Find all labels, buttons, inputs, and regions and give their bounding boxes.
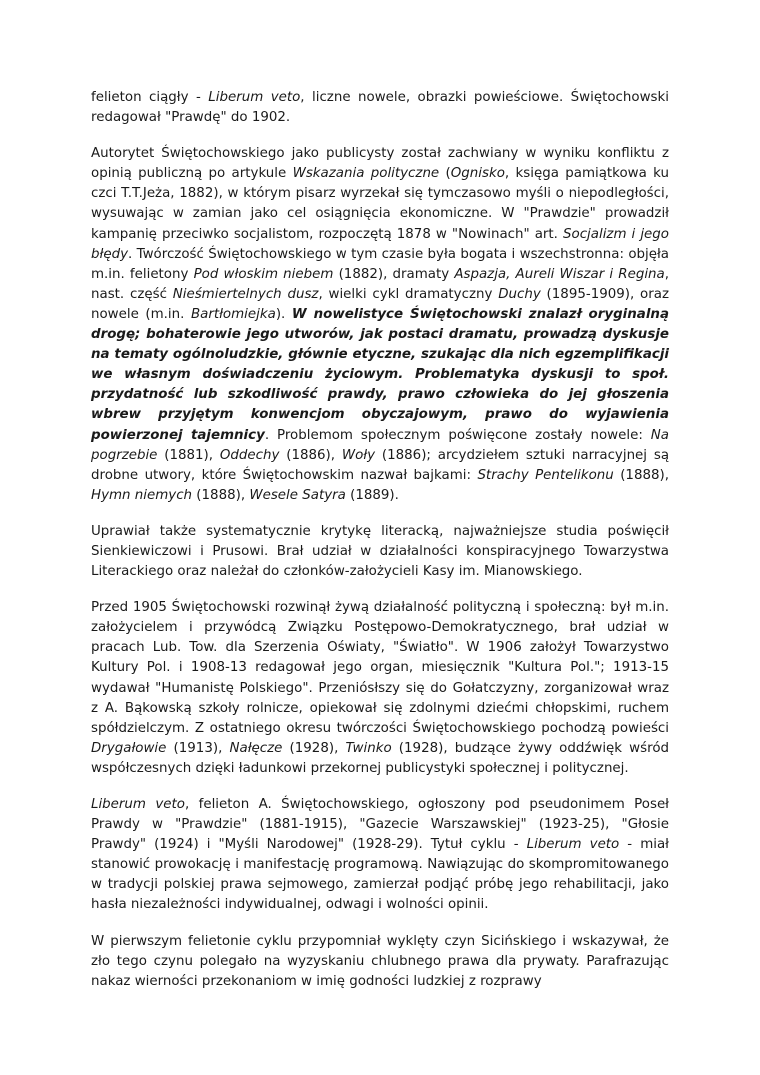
paragraph-5 [91,795,669,916]
italic-run: Pod włoskim niebem [193,266,334,282]
text-run: , księga pamiątkowa ku czci T.T.Jeża, 1882), w którym pisarz wyrzekał się tymczasowo myśli o niepodległości, wysuwając w zamian jako cel osiągnięcia ekonomiczne. W "Prawdzie" prowadził kampanię przeciwko socjalistom, rozpoczętą 1878 w "Nowinach" art. [91,166,669,242]
text-run: ( [439,166,451,182]
text-run: Przed 1905 Świętochowski rozwinął żywą działalność polityczną i społeczną: był m.in. założycielem i przywódcą Związku Postępowo-Demokratycznego, brał udział w pracach Lub. Tow. dla Szerzenia Oświaty, "Światło". W 1906 założył Towarzystwo Kultury Pol. i 1908-13 redagował jego organ, miesięcznik "Kultura Pol."; 1913-15 wydawał "Humanistę Polskiego". Przeniósłszy się do Gołatczyzny, zorganizował wraz z A. Bąkowską szkoły rolnicze, opiekował się zdolnymi dziećmi chłopskimi, ruchem spółdzielczym. Z ostatniego okresu twórczości Świętochowskiego pochodzą powieści [91,600,669,736]
italic-run: Hymn niemych [91,487,193,503]
italic-run: Wskazania polityczne [292,166,440,182]
italic-run: Socjalizm i jego błędy [91,226,669,262]
paragraph-2 [91,144,669,506]
text-run: W pierwszym felietonie cyklu przypomniał wyklęty czyn Sicińskiego i wskazywał, że zło tego czynu polegało na wyzyskaniu chlubnego prawa dla prywaty. Parafrazując nakaz wierności przekonaniom w imię godności ludzkiej z rozprawy [91,933,669,989]
paragraph-4 [91,598,669,779]
body-text [91,88,669,1008]
paragraph-6 [91,932,669,992]
italic-run: Drygałowie [91,740,167,756]
italic-run: Bartłomiejka [190,306,276,322]
italic-run: Twinko [345,740,392,756]
text-run: (1889). [345,487,399,503]
text-run: - miał stanowić prowokację i manifestację programową. Nawiązując do skompromitowanego w tradycji polskiej prawa sejmowego, zamierzał podjąć próbę jego rehabilitacji, jako hasła niezależności indywidualnej, odwagi i wolności opinii. [91,837,669,913]
text-run: (1888), [192,487,250,503]
text-run: (1881), [157,447,220,463]
text-run: (1913), [166,740,230,756]
text-run: felieton ciągły - [91,90,209,105]
italic-run: Ognisko [450,166,505,182]
text-run: (1928), budzące żywy oddźwięk wśród współczesnych dzięki ładunkowi przekornej publicystyki społecznej i politycznej. [91,740,670,776]
text-run: Autorytet Świętochowskiego jako publicysty został zachwiany w wyniku konfliktu z opinią publiczną po artykule [91,146,669,182]
text-run: . Twórczość Świętochowskiego w tym czasie była bogata i wszechstronna: objęła m.in. felietony [91,246,669,282]
text-run: , wielki cykl dramatyczny [318,286,499,302]
text-run: (1886), [279,447,342,463]
italic-run: Oddechy [219,447,280,463]
text-run: (1928), [282,740,346,756]
text-run: (1895-1909), oraz nowele (m.in. [91,286,669,322]
text-run: , liczne nowele, obrazki powieściowe. Świętochowski redagował "Prawdę" do 1902. [91,90,669,126]
italic-run: Na pogrzebie [91,427,669,463]
italic-run: Aspazja, Aureli Wiszar i Regina [454,266,665,282]
italic-run: Liberum veto [526,837,620,853]
text-run: , nast. część [91,266,669,302]
paragraph-1 [91,88,669,128]
italic-run: Liberum veto [208,90,301,105]
italic-run: Strachy Pentelikonu [477,467,614,483]
text-run: , felieton A. Świętochowskiego, ogłoszony pod pseudonimem Poseł Prawdy w "Prawdzie" (1881-1915), "Gazecie Warszawskiej" (1923-25), "Głosie Prawdy" (1924) i "Myśli Narodowej" (1928-29). Tytuł cyklu - [91,797,669,853]
paragraph-3 [91,522,669,582]
text-run: Uprawiał także systematycznie krytykę literacką, najważniejsze studia poświęcił Sienkiewiczowi i Prusowi. Brał udział w działalności konspiracyjnego Towarzystwa Literackiego oraz należał do członków-założycieli Kasy im. Mianowskiego. [91,523,669,580]
text-run: . Problemom społecznym poświęcone zostały nowele: [264,427,651,443]
text-run: (1886); arcydziełem sztuki narracyjnej są drobne utwory, które Świętochowskim nazwał bajkami: [91,447,670,483]
italic-run: Duchy [498,286,541,302]
italic-run: Wesele Satyra [249,487,346,503]
italic-run: Liberum veto [91,797,185,812]
italic-run: Nałęcze [229,740,283,756]
italic-run: Woły [341,447,376,463]
text-run: (1882), dramaty [333,266,455,282]
bold-italic-run: W nowelistyce Świętochowski znalazł oryginalną drogę; bohaterowie jego utworów, jak postaci dramatu, prowadzą dyskusje na tematy ogólnoludzkie, głównie etyczne, szukając dla nich egzemplifikacji we własnym doświadczeniu życiowym. Problematyka dyskusji to społ. przydatność lub szkodliwość prawdy, prawo człowieka do jej głoszenia wbrew przyjętym konwencjom obyczajowym, prawo do wyjawienia powierzonej tajemnicy [91,306,669,443]
text-run: ). [275,306,292,322]
text-run: (1888), [613,467,669,483]
italic-run: Nieśmiertelnych dusz [172,286,319,302]
